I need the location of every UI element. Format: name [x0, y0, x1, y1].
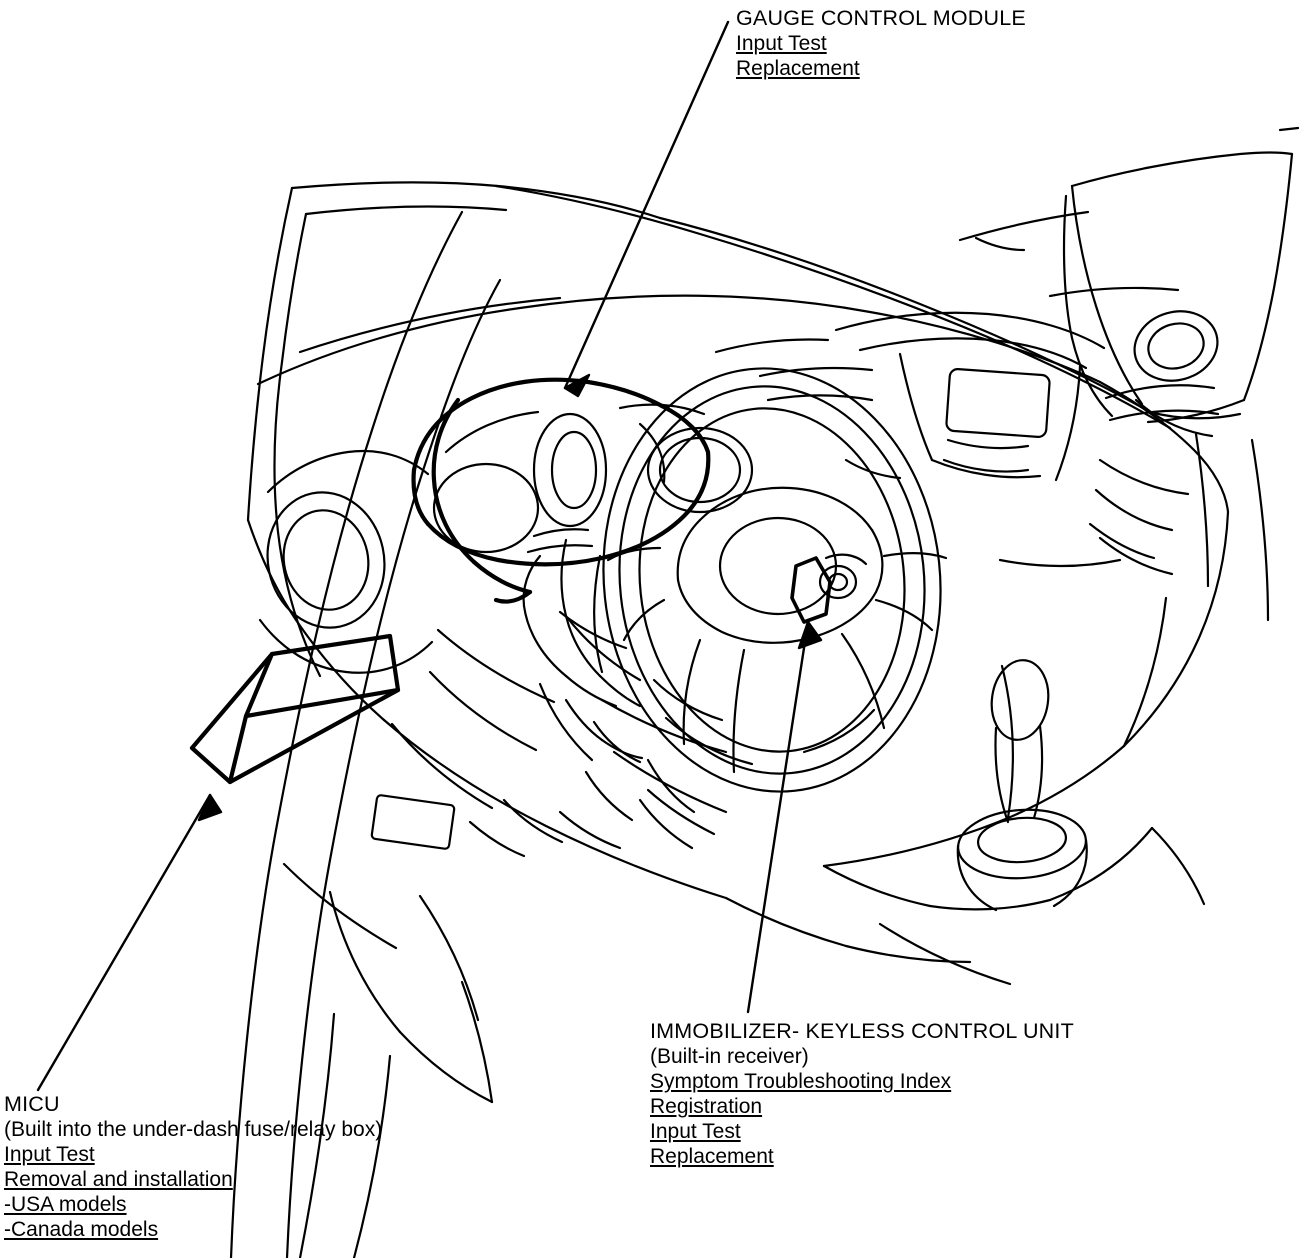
callout-link-input-test[interactable]: Input Test	[736, 32, 827, 55]
callout-link-replacement[interactable]: Replacement	[736, 57, 860, 80]
callout-micu	[4, 1092, 382, 1242]
callout-link-replacement[interactable]: Replacement	[650, 1145, 774, 1168]
callout-title: GAUGE CONTROL MODULE	[736, 6, 1026, 30]
callout-link-removal-and-installation[interactable]: Removal and installation	[4, 1168, 233, 1191]
callout-link-input-test[interactable]: Input Test	[650, 1120, 741, 1143]
leader-line-gauge	[565, 22, 728, 396]
callout-link-usa-models[interactable]: -USA models	[4, 1193, 127, 1216]
callout-link-registration[interactable]: Registration	[650, 1095, 763, 1118]
callout-immobilizer-keyless-control-unit	[650, 1019, 1074, 1169]
callout-link-canada-models[interactable]: -Canada models	[4, 1218, 159, 1241]
callout-subtitle: (Built into the under-dash fuse/relay box)	[4, 1118, 383, 1141]
callout-gauge-control-module	[736, 6, 1026, 81]
callout-title: IMMOBILIZER- KEYLESS CONTROL UNIT	[650, 1019, 1074, 1043]
callout-link-input-test[interactable]: Input Test	[4, 1143, 95, 1166]
leader-line-micu	[38, 795, 221, 1090]
callout-link-symptom-troubleshooting-index[interactable]: Symptom Troubleshooting Index	[650, 1070, 952, 1093]
callout-title: MICU	[4, 1092, 60, 1116]
callout-subtitle: (Built-in receiver)	[650, 1045, 809, 1068]
leader-line-immobilizer	[748, 622, 821, 1012]
